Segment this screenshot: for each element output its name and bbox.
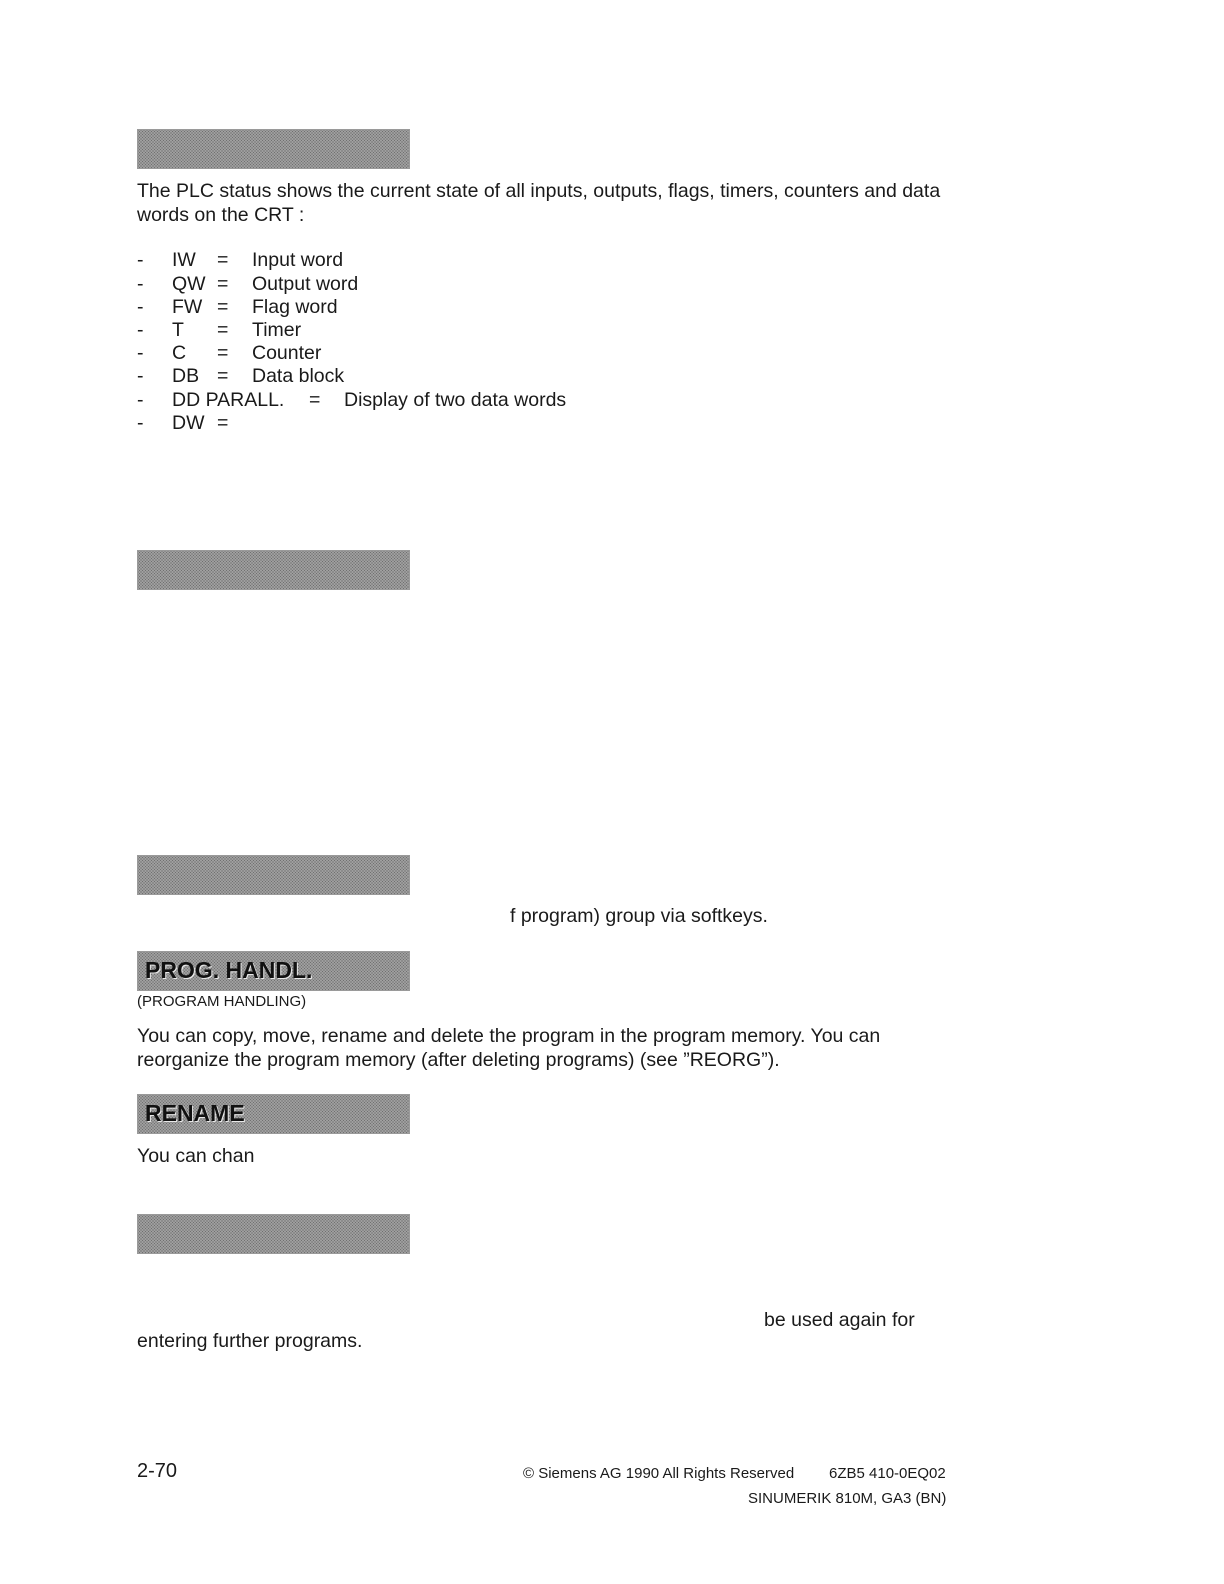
softkey-label: PROG. HANDL. — [145, 957, 313, 983]
prog-handl-line2: reorganize the program memory (after deleting programs) (see ”REORG”). — [137, 1049, 780, 1071]
item-code: DB — [172, 365, 200, 387]
item-code: C — [172, 342, 187, 364]
item-description: Display of two data words — [344, 389, 567, 411]
page-number: 2-70 — [137, 1460, 178, 1482]
item-description: Data block — [252, 365, 345, 387]
item-description: Counter — [252, 342, 322, 364]
order-number: 6ZB5 410-0EQ02 — [829, 1465, 946, 1482]
softkey-label: RENAME — [145, 1100, 245, 1126]
softkey-blank-2 — [137, 550, 410, 590]
item-description: Flag word — [252, 296, 338, 318]
list-dash: - — [137, 365, 144, 387]
list-dash: - — [137, 296, 144, 318]
item-equals: = — [309, 389, 321, 411]
softkey-rename — [137, 1094, 410, 1134]
item-equals: = — [217, 365, 229, 387]
reorg-line2: entering further programs. — [137, 1330, 363, 1352]
item-code: T — [172, 319, 184, 341]
prog-handl-subtitle: (PROGRAM HANDLING) — [137, 993, 307, 1010]
item-equals: = — [217, 249, 229, 271]
list-dash: - — [137, 273, 144, 295]
reorg-line1-fragment: be used again for — [764, 1309, 915, 1331]
group-text: f program) group via softkeys. — [510, 905, 768, 927]
item-code: FW — [172, 296, 203, 318]
item-code: DD PARALL. — [172, 389, 285, 411]
item-equals: = — [217, 273, 229, 295]
item-equals: = — [217, 319, 229, 341]
softkey-plc-status — [137, 129, 410, 169]
item-code: IW — [172, 249, 196, 271]
item-equals: = — [217, 342, 229, 364]
list-dash: - — [137, 389, 144, 411]
item-description: Input word — [252, 249, 344, 271]
product-name: SINUMERIK 810M, GA3 (BN) — [748, 1490, 947, 1507]
rename-text: You can chan — [137, 1145, 255, 1167]
plc-intro-line1: The PLC status shows the current state of all inputs, outputs, flags, timers, counters and data — [137, 180, 941, 202]
item-equals: = — [217, 412, 229, 434]
plc-intro — [137, 179, 957, 227]
softkey-blank-6 — [137, 1214, 410, 1254]
softkey-blank-3 — [137, 855, 410, 895]
item-code: DW — [172, 412, 205, 434]
item-description: Output word — [252, 273, 359, 295]
plc-intro-line2: words on the CRT : — [137, 204, 305, 226]
list-dash: - — [137, 249, 144, 271]
item-description: Timer — [252, 319, 302, 341]
list-dash: - — [137, 319, 144, 341]
softkey-prog-handl — [137, 951, 410, 991]
prog-handl-description — [137, 1024, 957, 1072]
copyright: © Siemens AG 1990 All Rights Reserved — [523, 1465, 795, 1482]
list-dash: - — [137, 412, 144, 434]
prog-handl-line1: You can copy, move, rename and delete the program in the program memory. You can — [137, 1025, 881, 1047]
item-code: QW — [172, 273, 206, 295]
list-dash: - — [137, 342, 144, 364]
item-equals: = — [217, 296, 229, 318]
